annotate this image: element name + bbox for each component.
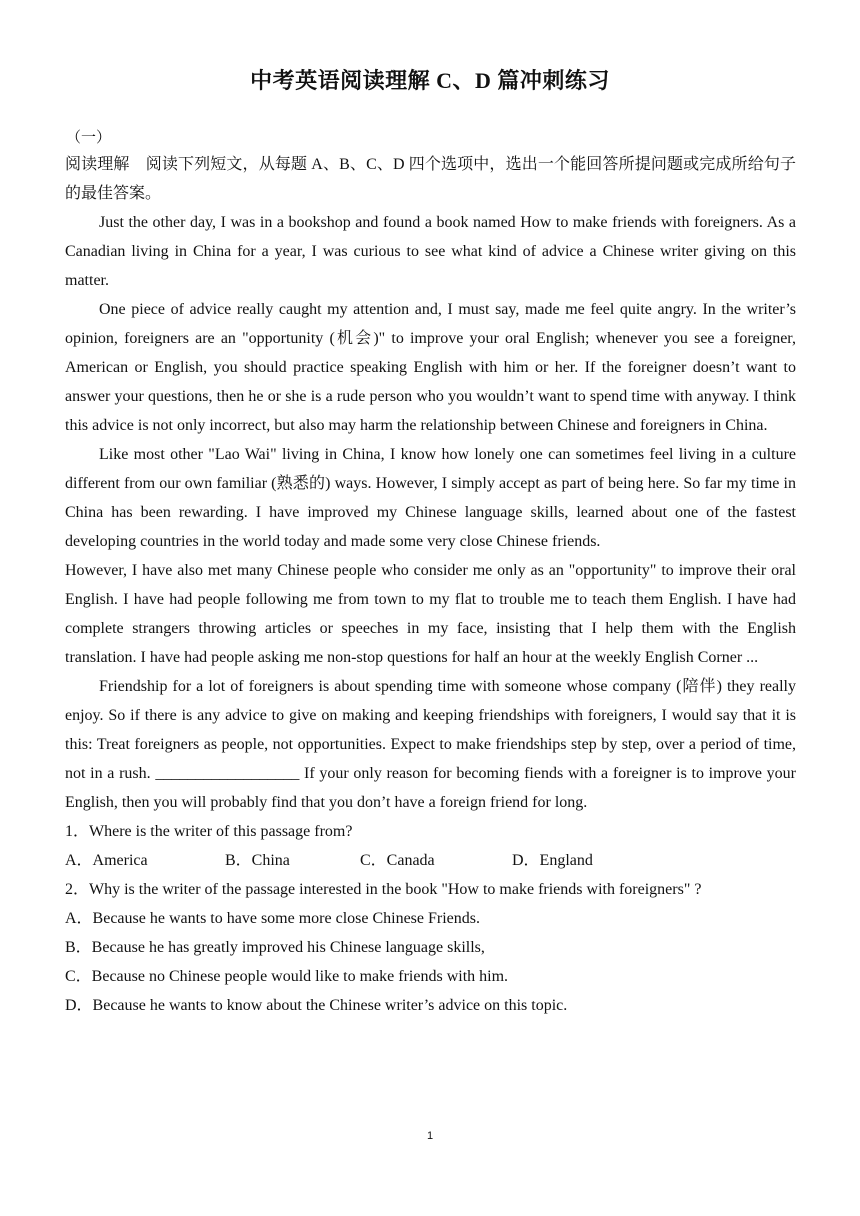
question-1-option-d: D．England [512,852,593,869]
passage-paragraph-3: Like most other "Lao Wai" living in China, I know how lonely one can sometimes feel living in a culture different from our own familiar (熟悉的) ways. However, I simply accept as part of being here. So far my time in China has been rewarding. I have improved my Chinese language skills, learned about one of the fastest developing countries in the world today and made some very close Chinese friends. [65,446,796,550]
question-2-option-a: A．Because he wants to have some more close Chinese Friends. [65,910,481,927]
question-1-options [65,846,796,875]
section-label: （一） [66,130,112,146]
instructions: 阅读理解 阅读下列短文，从每题 A、B、C、D 四个选项中，选出一个能回答所提问题或完成所给句子的最佳答案。 [65,156,796,202]
passage-paragraph-2: One piece of advice really caught my attention and, I must say, made me feel quite angry. In the writer’s opinion, foreigners are an "opportunity (机会)" to improve your oral English; whenever you see a foreigner, American or English, you should practice speaking English with him or her. If the foreigner doesn’t want to answer your questions, then he or she is a rude person who you wouldn’t want to spend time with anyway. I think this advice is not only incorrect, but also may harm the relationship between Chinese and foreigners in China. [65,301,796,434]
question-2-option-b: B．Because he has greatly improved his Chinese language skills, [65,939,485,956]
question-1-option-c: C．Canada [360,852,435,869]
question-2-option-c: C．Because no Chinese people would like to make friends with him. [65,968,509,985]
passage-paragraph-1: Just the other day, I was in a bookshop and found a book named How to make friends with foreigners. As a Canadian living in China for a year, I was curious to see what kind of advice a Chinese writer giving on this matter. [65,214,796,289]
question-2-stem: 2．Why is the writer of the passage interested in the book "How to make friends with foreigners" ? [65,881,702,898]
question-1-stem: 1．Where is the writer of this passage from? [65,823,353,840]
passage-paragraph-5: Friendship for a lot of foreigners is about spending time with someone whose company (陪伴) they really enjoy. So if there is any advice to give on making and keeping friendships with foreigners, I would say that it is this: Treat foreigners as people, not opportunities. Expect to make friendships step by step, over a period of time, not in a rush. __________________ If your only reason for becoming fiends with a foreigner is to improve your English, then you will probably find that you don’t have a foreign friend for long. [65,678,796,811]
passage-paragraph-4: However, I have also met many Chinese people who consider me only as an "opportunity" to improve their oral English. I have had people following me from town to my flat to trouble me to teach them English. I have had complete strangers throwing articles or speeches in my face, insisting that I help them with the English translation. I have had people asking me non-stop questions for half an hour at the weekly English Corner ... [65,562,796,666]
question-2-option-d: D．Because he wants to know about the Chinese writer’s advice on this topic. [65,997,568,1014]
page-title: 中考英语阅读理解 C、D 篇冲刺练习 [250,68,610,93]
document-body [65,150,796,1020]
question-1-option-b: B．China [225,852,290,869]
page-number: 1 [426,1130,434,1142]
question-1-option-a: A．America [65,852,148,869]
